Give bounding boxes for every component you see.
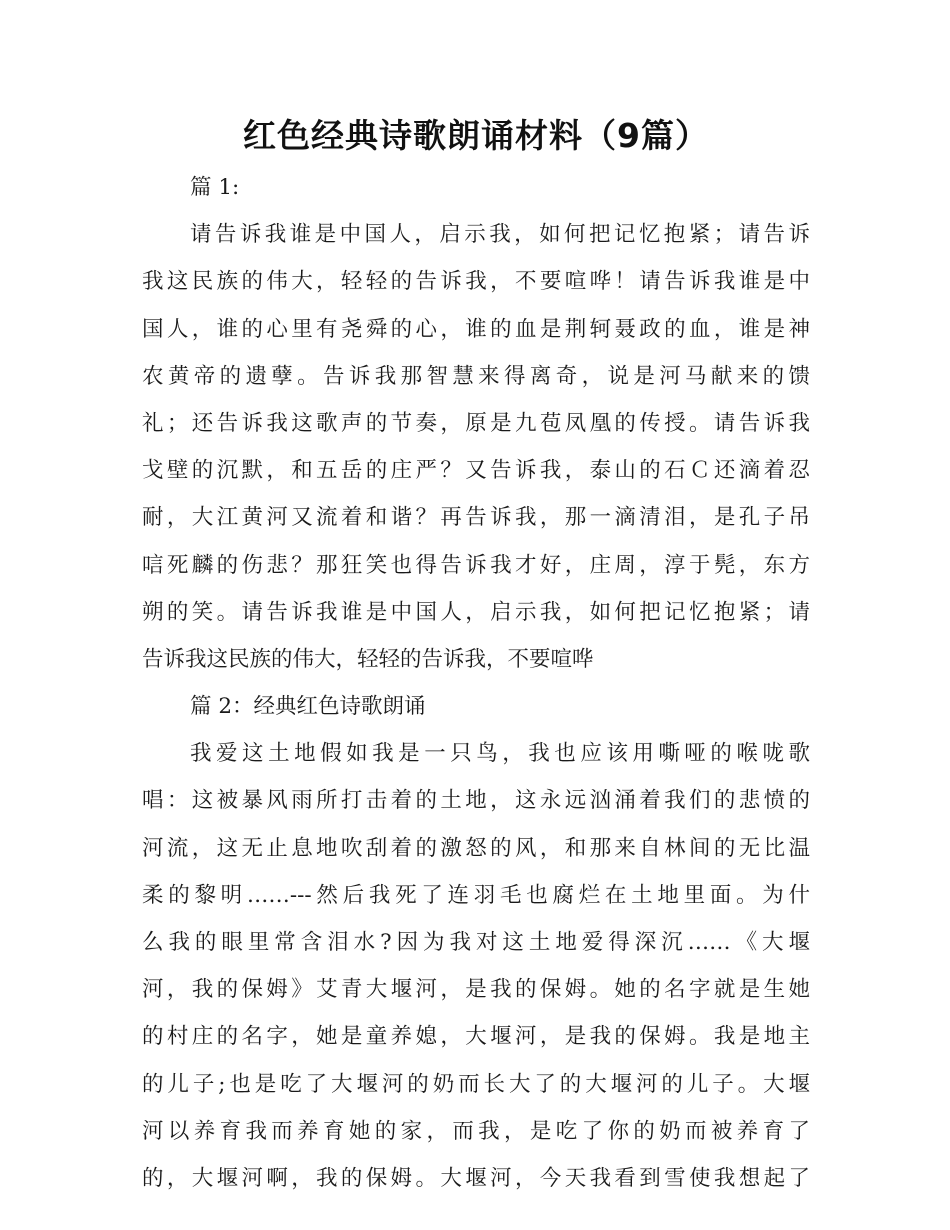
- section-heading: 篇 1:: [190, 175, 240, 200]
- document-page: [142, 108, 810, 1202]
- paragraph-line: 我爱这土地假如我是一只鸟，我也应该用嘶哑的喉咙歌: [190, 741, 810, 767]
- paragraph-line: 耐，大江黄河又流着和谐？再告诉我，那一滴清泪，是孔子吊: [142, 505, 810, 531]
- paragraph-line: 河流，这无止息地吹刮着的激怒的风，和那来自林间的无比温: [142, 835, 810, 861]
- section-1: [142, 164, 810, 683]
- paragraph-line: 河以养育我而养育她的家，而我，是吃了你的奶而被养育了: [142, 1118, 810, 1144]
- paragraph-line: 请告诉我谁是中国人，启示我，如何把记忆抱紧；请告诉: [190, 222, 810, 248]
- paragraph-line: 戈壁的沉默，和五岳的庄严？又告诉我，泰山的石Ｃ还滴着忍: [142, 458, 810, 484]
- paragraph-line: 农黄帝的遗孽。告诉我那智慧来得离奇，说是河马献来的馈: [142, 363, 810, 389]
- paragraph-line: 我这民族的伟大，轻轻的告诉我，不要喧哗！请告诉我谁是中: [142, 269, 810, 295]
- paragraph-line: 国人，谁的心里有尧舜的心，谁的血是荆轲聂政的血，谁是神: [142, 316, 810, 342]
- paragraph-line: 唁死麟的伤悲？那狂笑也得告诉我才好，庄周，淳于髡，东方: [142, 552, 810, 578]
- paragraph-line: 唱：这被暴风雨所打击着的土地，这永远汹涌着我们的悲愤的: [142, 788, 810, 814]
- paragraph-line: 朔的笑。请告诉我谁是中国人，启示我，如何把记忆抱紧；请: [142, 599, 810, 625]
- document-title: 红色经典诗歌朗诵材料（9篇）: [243, 116, 709, 155]
- paragraph-line: 河，我的保姆》艾青大堰河，是我的保姆。她的名字就是生她: [142, 977, 810, 1003]
- section-2: [142, 683, 810, 1202]
- paragraph-line: 告诉我这民族的伟大，轻轻的告诉我，不要喧哗: [142, 646, 594, 672]
- paragraph-line: 的村庄的名字，她是童养媳，大堰河，是我的保姆。我是地主: [142, 1024, 810, 1050]
- section-heading: 篇 2：经典红色诗歌朗诵: [190, 694, 426, 720]
- paragraph-line: 的儿子;也是吃了大堰河的奶而长大了的大堰河的儿子。大堰: [142, 1071, 810, 1097]
- paragraph-line: 柔的黎明……---然后我死了连羽毛也腐烂在土地里面。为什: [142, 882, 810, 908]
- paragraph-line: 么我的眼里常含泪水?因为我对这土地爱得深沉……《大堰: [142, 930, 810, 955]
- paragraph-line: 的，大堰河啊，我的保姆。大堰河，今天我看到雪使我想起了: [142, 1165, 810, 1191]
- paragraph-line: 礼；还告诉我这歌声的节奏，原是九苞凤凰的传授。请告诉我: [142, 410, 810, 436]
